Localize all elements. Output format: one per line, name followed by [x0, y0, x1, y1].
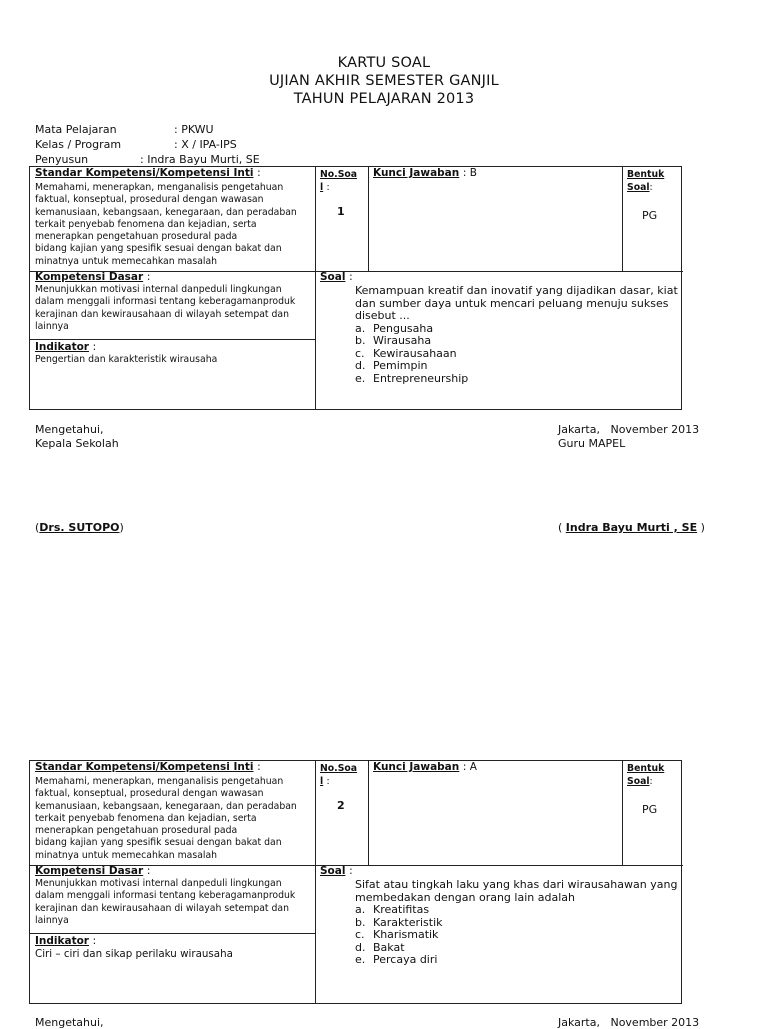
question-number: 1	[337, 205, 345, 218]
answer-options	[355, 904, 677, 967]
place-date: Jakarta, November 2013	[558, 423, 700, 436]
question-card-2	[29, 760, 682, 1004]
question-number: 2	[337, 799, 345, 812]
standard-header: Standar Kompetensi/Kompetensi Inti :	[35, 167, 261, 179]
principal-label: Kepala Sekolah	[35, 437, 119, 450]
question-form: PG	[642, 803, 658, 816]
form-header: Bentuk Soal:	[627, 169, 665, 193]
option: e. Percaya diri	[355, 953, 438, 966]
answer-key: Kunci Jawaban : B	[373, 167, 478, 179]
principal-signature: (Drs. SUTOPO)	[35, 521, 124, 534]
option: a. Kreatifitas	[355, 903, 430, 916]
acknowledged-label: Mengetahui,	[35, 1016, 104, 1029]
form-header: Bentuk Soal:	[627, 763, 665, 787]
author-value: : Indra Bayu Murti, SE	[140, 153, 260, 166]
question-form: PG	[642, 209, 658, 222]
class-value: : X / IPA-IPS	[174, 138, 237, 151]
divider	[30, 339, 315, 340]
subject-label: Mata Pelajaran	[35, 123, 117, 136]
indicator-header: Indikator :	[35, 935, 97, 947]
question-text: Kemampuan kreatif dan inovatif yang dijadikan dasar, kiat dan sumber daya untuk mencari peluang menuju sukses disebut ... a. Pengusaha b. Wirausaha c. Kewirausahaan d. Pemimpin e. Entrepreneurship	[355, 284, 678, 385]
acknowledged-label: Mengetahui,	[35, 423, 104, 436]
question-header: Soal :	[320, 865, 353, 877]
place-date: Jakarta, November 2013	[558, 1016, 700, 1029]
option: d. Bakat	[355, 940, 405, 954]
divider	[315, 167, 316, 409]
teacher-signature: ( Indra Bayu Murti , SE )	[558, 521, 705, 534]
class-label: Kelas / Program	[35, 138, 122, 151]
basic-competence-text: Menunjukkan motivasi internal danpeduli lingkungan dalam menggali informasi tentang keberagamanproduk kerajinan dan kewirausahaan di wilayah setempat dan lainnya	[35, 284, 296, 332]
divider	[622, 761, 623, 865]
option: d. Pemimpin	[355, 359, 428, 372]
divider	[315, 761, 316, 1003]
basic-competence-text: Menunjukkan motivasi internal danpeduli lingkungan dalam menggali informasi tentang keberagamanproduk kerajinan dan kewirausahaan di wilayah setempat dan lainnya	[35, 878, 296, 926]
basic-competence-header: Kompetensi Dasar :	[35, 865, 151, 877]
question-text: Sifat atau tingkah laku yang khas dari wirausahawan yang membedakan dengan orang lain adalah a. Kreatifitas b. Karakteristik c. Kharismatik d. Bakat e. Percaya diri	[355, 878, 678, 966]
option: c. Kewirausahaan	[355, 346, 457, 360]
option: a. Pengusaha	[355, 321, 434, 335]
option: e. Entrepreneurship	[355, 371, 469, 385]
indicator-header: Indikator :	[35, 341, 97, 353]
indicator-text: Pengertian dan karakteristik wirausaha	[35, 354, 218, 365]
option: b. Wirausaha	[355, 334, 432, 347]
question-number-header: No.Soa l :	[320, 763, 358, 787]
answer-key: Kunci Jawaban : A	[373, 761, 477, 773]
question-number-header: No.Soa l :	[320, 169, 358, 193]
option: b. Karakteristik	[355, 915, 443, 929]
standard-header: Standar Kompetensi/Kompetensi Inti :	[35, 761, 261, 773]
basic-competence-header: Kompetensi Dasar :	[35, 271, 151, 283]
answer-options	[355, 323, 678, 386]
divider	[622, 167, 623, 271]
divider	[368, 167, 369, 271]
divider	[368, 761, 369, 865]
document-title: KARTU SOAL	[337, 55, 431, 71]
academic-year: TAHUN PELAJARAN 2013	[293, 91, 475, 107]
indicator-text: Ciri – ciri dan sikap perilaku wirausaha	[35, 948, 233, 960]
question-header: Soal :	[320, 271, 353, 283]
teacher-label: Guru MAPEL	[558, 437, 626, 450]
standard-text: Memahami, menerapkan, menganalisis pengetahuan faktual, konseptual, prosedural dengan wawasan kemanusiaan, kebangsaan, kenegaraan, dan peradaban terkait penyebab fenomena dan kejadian, serta menerapkan pengetahuan prosedural pada bidang kajian yang spesifik sesuai dengan bakat dan minatnya untuk memecahkan masalah	[35, 182, 297, 267]
question-card-1	[29, 166, 682, 410]
option: c. Kharismatik	[355, 928, 439, 941]
subject-value: : PKWU	[174, 123, 214, 136]
standard-text: Memahami, menerapkan, menganalisis pengetahuan faktual, konseptual, prosedural dengan wawasan kemanusiaan, kebangsaan, kenegaraan, dan peradaban terkait penyebab fenomena dan kejadian, serta menerapkan pengetahuan prosedural pada bidang kajian yang spesifik sesuai dengan bakat dan minatnya untuk memecahkan masalah	[35, 776, 297, 861]
divider	[30, 933, 315, 934]
author-label: Penyusun	[35, 153, 89, 166]
exam-title: UJIAN AKHIR SEMESTER GANJIL	[269, 73, 499, 89]
